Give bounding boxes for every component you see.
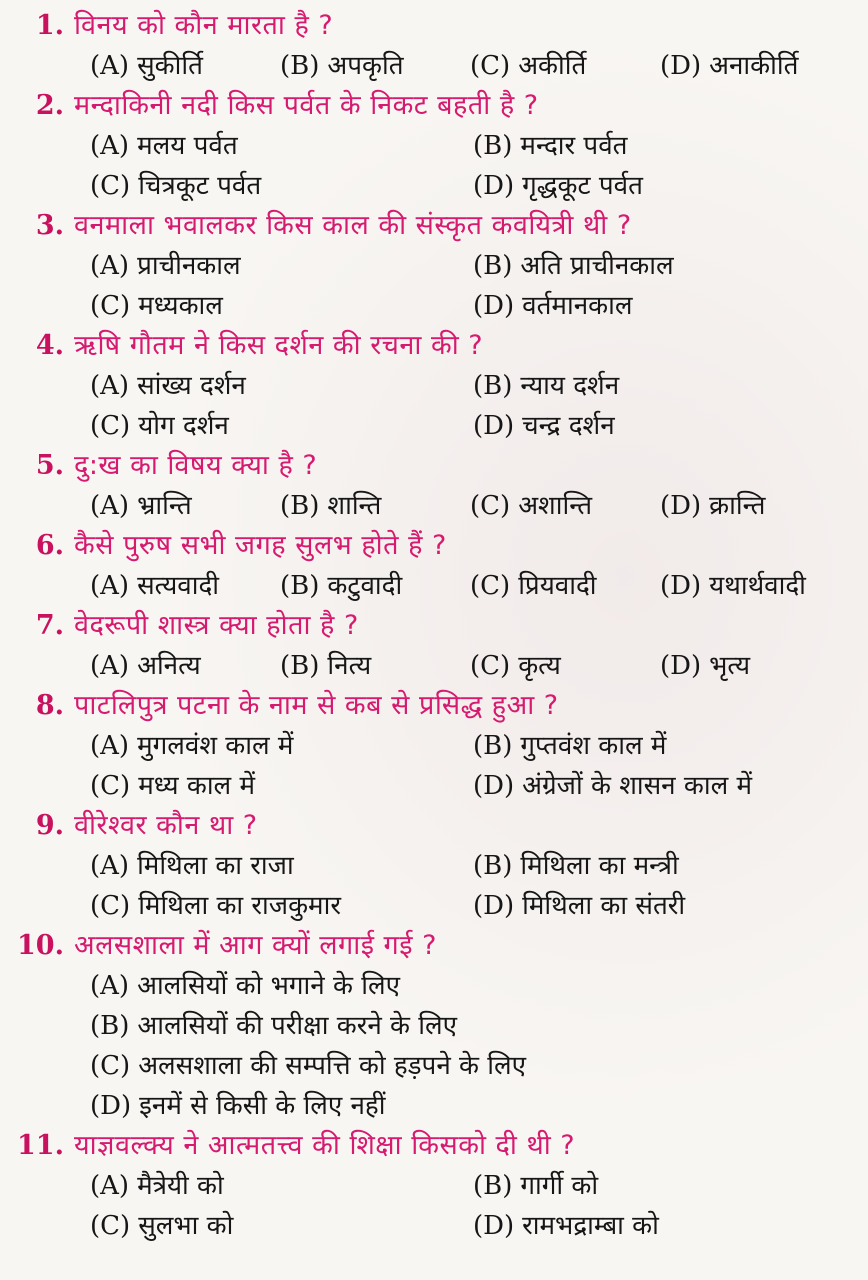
- option-text: सांख्य दर्शन: [137, 371, 246, 401]
- option-text: क्रान्ति: [709, 491, 766, 521]
- option-d: [473, 886, 850, 926]
- option-text: नित्य: [327, 651, 372, 681]
- option-letter: (A): [90, 51, 130, 81]
- option-c: [470, 486, 660, 526]
- option-text: इनमें से किसी के लिए नहीं: [139, 1091, 386, 1121]
- option-text: मिथिला का राजा: [137, 851, 294, 881]
- question-text: वनमाला भवालकर किस काल की संस्कृत कवयित्री थी ?: [74, 210, 632, 241]
- option-text: अनाकीर्ति: [709, 51, 799, 81]
- option-c: [470, 646, 660, 686]
- option-d: [660, 646, 850, 686]
- option-letter: (C): [90, 411, 131, 441]
- question-number: 5.: [35, 450, 64, 481]
- question-10: [17, 926, 850, 1126]
- question-8: [30, 686, 850, 806]
- option-letter: (D): [660, 651, 702, 681]
- option-b: [280, 46, 470, 86]
- option-letter: (B): [473, 851, 513, 881]
- option-letter: (D): [90, 1091, 132, 1121]
- option-text: गुप्तवंश काल में: [520, 731, 667, 761]
- question-text: मन्दाकिनी नदी किस पर्वत के निकट बहती है ?: [74, 90, 539, 121]
- option-text: अशान्ति: [518, 491, 593, 521]
- option-text: प्रियवादी: [518, 571, 597, 601]
- option-d: [660, 566, 850, 606]
- option-letter: (D): [473, 411, 515, 441]
- option-b: [473, 846, 850, 886]
- option-text: शान्ति: [327, 491, 382, 521]
- option-b: [280, 566, 470, 606]
- question-2: [30, 86, 850, 206]
- question-10-options: [30, 966, 850, 1126]
- option-c: [90, 286, 473, 326]
- option-letter: (C): [90, 771, 131, 801]
- question-text: विनय को कौन मारता है ?: [74, 10, 334, 41]
- option-c: [90, 766, 473, 806]
- option-b: [473, 1166, 850, 1206]
- option-letter: (B): [473, 251, 513, 281]
- question-text: वेदरूपी शास्त्र क्या होता है ?: [74, 610, 359, 641]
- question-7-line: [30, 606, 850, 646]
- question-text: वीरेश्वर कौन था ?: [74, 810, 258, 841]
- option-letter: (D): [473, 891, 515, 921]
- question-5-line: [30, 446, 850, 486]
- option-letter: (B): [90, 1011, 130, 1041]
- option-text: कृत्य: [518, 651, 561, 681]
- option-letter: (A): [90, 971, 130, 1001]
- option-b: [473, 126, 850, 166]
- option-b: [280, 486, 470, 526]
- question-number: 9.: [35, 810, 64, 841]
- option-letter: (A): [90, 251, 130, 281]
- option-letter: (D): [473, 771, 515, 801]
- option-a: [90, 126, 473, 166]
- question-2-line: [30, 86, 850, 126]
- question-number: 1.: [35, 10, 64, 41]
- option-text: कटुवादी: [327, 571, 403, 601]
- question-10-line: [17, 926, 850, 966]
- option-text: सुलभा को: [138, 1211, 234, 1241]
- option-letter: (C): [470, 51, 511, 81]
- option-c: [90, 406, 473, 446]
- option-a: [90, 366, 473, 406]
- question-3: [30, 206, 850, 326]
- option-text: मध्यकाल: [138, 291, 223, 321]
- option-text: अकीर्ति: [518, 51, 587, 81]
- question-9: [30, 806, 850, 926]
- option-letter: (D): [660, 571, 702, 601]
- option-letter: (B): [280, 651, 320, 681]
- option-text: प्राचीनकाल: [137, 251, 241, 281]
- option-d: [90, 1086, 850, 1126]
- question-text: अलसशाला में आग क्यों लगाई गई ?: [74, 930, 437, 961]
- option-text: रामभद्राम्बा को: [522, 1211, 659, 1241]
- option-letter: (B): [473, 131, 513, 161]
- option-text: सत्यवादी: [137, 571, 220, 601]
- option-text: भ्रान्ति: [137, 491, 192, 521]
- question-11-line: [17, 1126, 850, 1166]
- option-text: मिथिला का राजकुमार: [138, 891, 341, 921]
- option-c: [90, 1046, 850, 1086]
- question-4: [30, 326, 850, 446]
- option-text: न्याय दर्शन: [520, 371, 620, 401]
- question-text: ऋषि गौतम ने किस दर्शन की रचना की ?: [74, 330, 484, 361]
- option-text: चित्रकूट पर्वत: [138, 171, 262, 201]
- option-a: [90, 726, 473, 766]
- option-text: मध्य काल में: [138, 771, 255, 801]
- question-number: 3.: [35, 210, 64, 241]
- option-c: [90, 886, 473, 926]
- option-d: [473, 406, 850, 446]
- option-letter: (C): [90, 1051, 131, 1081]
- option-text: मुगलवंश काल में: [137, 731, 294, 761]
- question-text: दु:ख का विषय क्या है ?: [74, 450, 318, 481]
- option-a: [90, 486, 280, 526]
- option-text: यथार्थवादी: [709, 571, 806, 601]
- question-2-options: [30, 126, 850, 206]
- question-6: [30, 526, 850, 606]
- option-letter: (C): [90, 891, 131, 921]
- option-text: आलसियों को भगाने के लिए: [137, 971, 400, 1001]
- option-letter: (B): [473, 371, 513, 401]
- option-a: [90, 1166, 473, 1206]
- question-6-line: [30, 526, 850, 566]
- option-text: आलसियों की परीक्षा करने के लिए: [137, 1011, 458, 1041]
- question-number: 10.: [17, 930, 64, 961]
- option-letter: (B): [473, 1171, 513, 1201]
- option-letter: (B): [280, 571, 320, 601]
- option-text: मिथिला का मन्त्री: [520, 851, 679, 881]
- option-b: [280, 646, 470, 686]
- option-letter: (B): [280, 491, 320, 521]
- option-text: मिथिला का संतरी: [522, 891, 686, 921]
- question-5: [30, 446, 850, 526]
- question-number: 8.: [35, 690, 64, 721]
- question-7: [30, 606, 850, 686]
- question-4-line: [30, 326, 850, 366]
- option-text: अति प्राचीनकाल: [520, 251, 674, 281]
- option-text: सुकीर्ति: [137, 51, 203, 81]
- option-letter: (A): [90, 851, 130, 881]
- question-number: 4.: [35, 330, 64, 361]
- question-number: 7.: [35, 610, 64, 641]
- question-3-options: [30, 246, 850, 326]
- question-number: 11.: [17, 1130, 64, 1161]
- option-b: [473, 726, 850, 766]
- question-text: पाटलिपुत्र पटना के नाम से कब से प्रसिद्ध हुआ ?: [74, 690, 559, 721]
- option-text: भृत्य: [709, 651, 751, 681]
- option-a: [90, 566, 280, 606]
- option-c: [90, 1206, 473, 1246]
- option-text: अंग्रेजों के शासन काल में: [522, 771, 753, 801]
- option-d: [473, 286, 850, 326]
- option-b: [473, 246, 850, 286]
- option-letter: (A): [90, 731, 130, 761]
- option-text: चन्द्र दर्शन: [522, 411, 615, 441]
- option-b: [90, 1006, 850, 1046]
- question-11-options: [30, 1166, 850, 1246]
- option-a: [90, 846, 473, 886]
- option-letter: (D): [660, 491, 702, 521]
- option-text: अलसशाला की सम्पत्ति को हड़पने के लिए: [138, 1051, 526, 1081]
- question-1: [30, 6, 850, 86]
- question-1-options: [30, 46, 850, 86]
- option-letter: (C): [470, 651, 511, 681]
- option-letter: (C): [90, 291, 131, 321]
- question-9-line: [30, 806, 850, 846]
- question-3-line: [30, 206, 850, 246]
- option-letter: (C): [470, 491, 511, 521]
- option-a: [90, 46, 280, 86]
- option-d: [473, 766, 850, 806]
- option-letter: (A): [90, 131, 130, 161]
- option-letter: (D): [473, 171, 515, 201]
- option-b: [473, 366, 850, 406]
- option-a: [90, 646, 280, 686]
- question-7-options: [30, 646, 850, 686]
- option-text: मन्दार पर्वत: [520, 131, 628, 161]
- option-text: अनित्य: [137, 651, 201, 681]
- option-text: अपकृति: [327, 51, 404, 81]
- option-letter: (C): [470, 571, 511, 601]
- option-text: मैत्रेयी को: [137, 1171, 224, 1201]
- question-6-options: [30, 566, 850, 606]
- option-letter: (D): [473, 1211, 515, 1241]
- option-d: [660, 46, 850, 86]
- question-1-line: [30, 6, 850, 46]
- option-letter: (A): [90, 651, 130, 681]
- option-c: [470, 46, 660, 86]
- option-text: गार्गी को: [520, 1171, 599, 1201]
- option-letter: (B): [473, 731, 513, 761]
- option-c: [90, 166, 473, 206]
- option-a: [90, 246, 473, 286]
- option-d: [473, 1206, 850, 1246]
- question-4-options: [30, 366, 850, 446]
- question-number: 6.: [35, 530, 64, 561]
- question-number: 2.: [35, 90, 64, 121]
- question-9-options: [30, 846, 850, 926]
- question-8-options: [30, 726, 850, 806]
- option-c: [470, 566, 660, 606]
- question-5-options: [30, 486, 850, 526]
- option-a: [90, 966, 850, 1006]
- option-letter: (A): [90, 371, 130, 401]
- option-letter: (A): [90, 1171, 130, 1201]
- question-8-line: [30, 686, 850, 726]
- option-text: मलय पर्वत: [137, 131, 238, 161]
- question-11: [17, 1126, 850, 1246]
- option-letter: (C): [90, 1211, 131, 1241]
- option-d: [473, 166, 850, 206]
- option-d: [660, 486, 850, 526]
- option-letter: (B): [280, 51, 320, 81]
- option-letter: (C): [90, 171, 131, 201]
- option-text: गृद्धकूट पर्वत: [522, 171, 643, 201]
- option-text: वर्तमानकाल: [522, 291, 633, 321]
- question-text: याज्ञवल्क्य ने आत्मतत्त्व की शिक्षा किसको दी थी ?: [74, 1130, 576, 1161]
- option-letter: (D): [660, 51, 702, 81]
- question-text: कैसे पुरुष सभी जगह सुलभ होते हैं ?: [74, 530, 447, 561]
- option-letter: (A): [90, 491, 130, 521]
- option-text: योग दर्शन: [138, 411, 229, 441]
- option-letter: (A): [90, 571, 130, 601]
- option-letter: (D): [473, 291, 515, 321]
